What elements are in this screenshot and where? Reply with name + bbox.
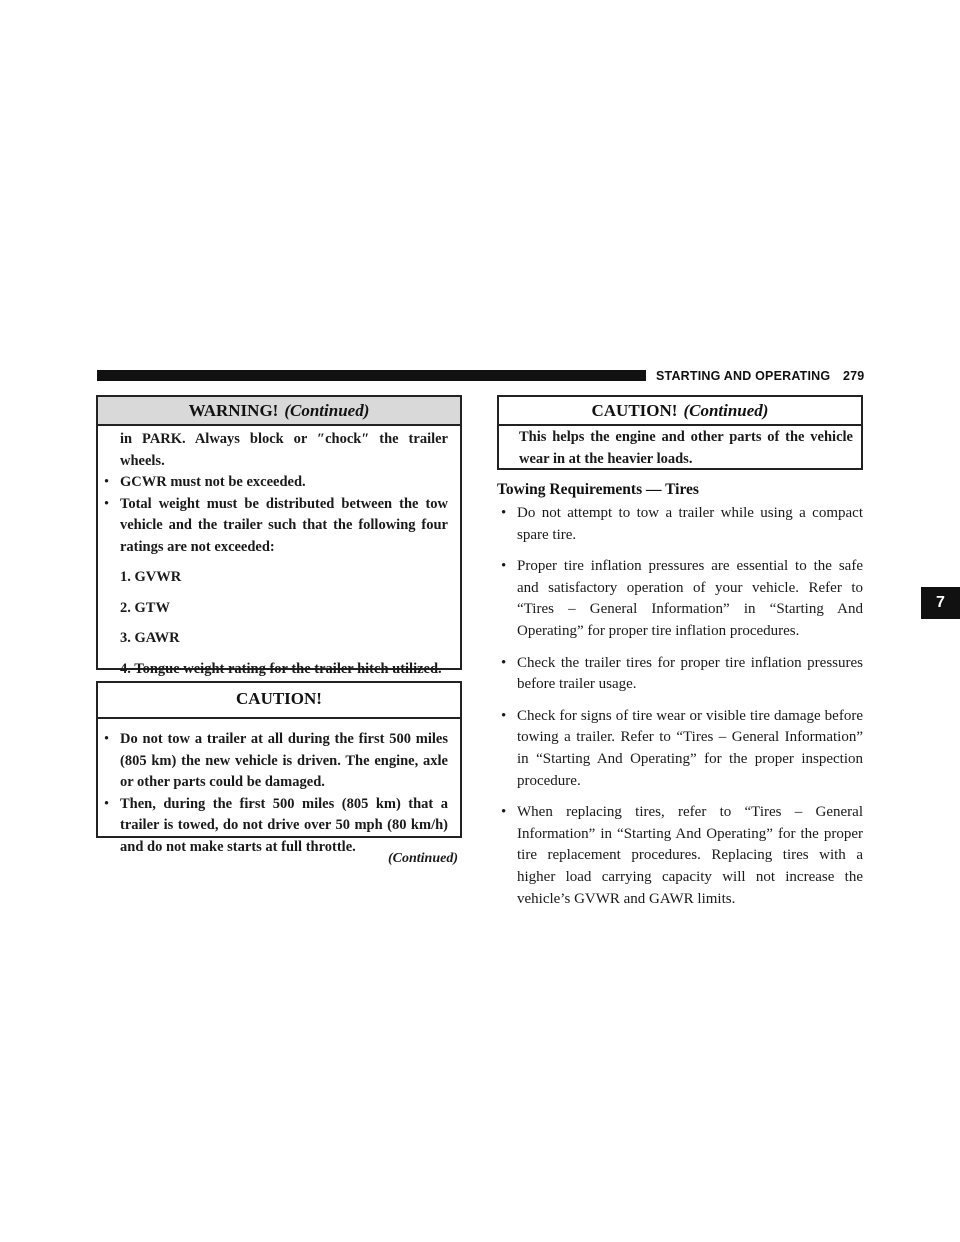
- warning-line: in PARK. Always block or ″chock″ the trailer wheels.: [120, 431, 448, 469]
- caution-continued-box: [497, 395, 863, 470]
- list-item: • Check the trailer tires for proper tire inflation pressures before trailer usage.: [497, 653, 863, 696]
- rating-item: 3. GAWR: [120, 630, 180, 646]
- page-number: 279: [843, 369, 865, 383]
- list-item: • Do not attempt to tow a trailer while using a compact spare tire.: [497, 503, 863, 546]
- section-title: STARTING AND OPERATING: [656, 369, 831, 383]
- caution-continued-heading: [499, 397, 861, 426]
- rating-item: 2. GTW: [120, 599, 170, 616]
- list-item: • When replacing tires, refer to “Tires – General Information” in “Starting And Operating” for the proper tire replacement procedures. Replacing tires with a higher load carrying capacity will not increase the vehicle’s GVWR and GAWR limits.: [497, 802, 863, 910]
- caution-continued-title: CAUTION!: [591, 401, 678, 420]
- chapter-tab: 7: [921, 587, 960, 619]
- caution-heading: CAUTION!: [98, 683, 460, 719]
- running-header: [656, 369, 864, 383]
- warning-box: [96, 395, 462, 677]
- header-rule: [97, 370, 646, 381]
- warning-content: [98, 426, 460, 680]
- caution-continued-label: (Continued): [683, 401, 769, 420]
- rating-item: 4. Tongue weight rating for the trailer hitch utilized.: [120, 660, 442, 677]
- caution-bullet: • Do not tow a trailer at all during the first 500 miles (805 km) the new vehicle is driven. The engine, axle or other parts could be damaged.: [100, 729, 448, 794]
- list-item: • Proper tire inflation pressures are essential to the safe and satisfactory operation of your vehicle. Refer to “Tires – General Information” in “Starting And Operating” for proper tire inflation procedures.: [497, 556, 863, 642]
- rating-item: 1. GVWR: [120, 569, 182, 585]
- caution-continued-text: This helps the engine and other parts of the vehicle wear in at the heavier loads.: [519, 429, 853, 467]
- caution-content: [98, 719, 460, 858]
- warning-bullet: • GCWR must not be exceeded.: [100, 472, 448, 494]
- warning-bullet: • Total weight must be distributed between the tow vehicle and the trailer such that the following four ratings are not exceeded:: [100, 494, 448, 559]
- list-item: • Check for signs of tire wear or visible tire damage before towing a trailer. Refer to “Tires – General Information” in “Starting And Operating” for the proper inspection procedure.: [497, 706, 863, 792]
- continued-note: (Continued): [387, 851, 458, 866]
- warning-title: WARNING!: [188, 401, 279, 420]
- caution-box: [96, 681, 462, 855]
- towing-tires-list: [497, 503, 863, 920]
- caution-bullet: • Then, during the first 500 miles (805 km) that a trailer is towed, do not drive over 50 mph (80 km/h) and do not make starts at full throttle.: [100, 794, 448, 859]
- towing-tires-heading: Towing Requirements — Tires: [497, 481, 699, 498]
- warning-continued-label: (Continued): [284, 401, 370, 420]
- warning-heading: [98, 397, 460, 426]
